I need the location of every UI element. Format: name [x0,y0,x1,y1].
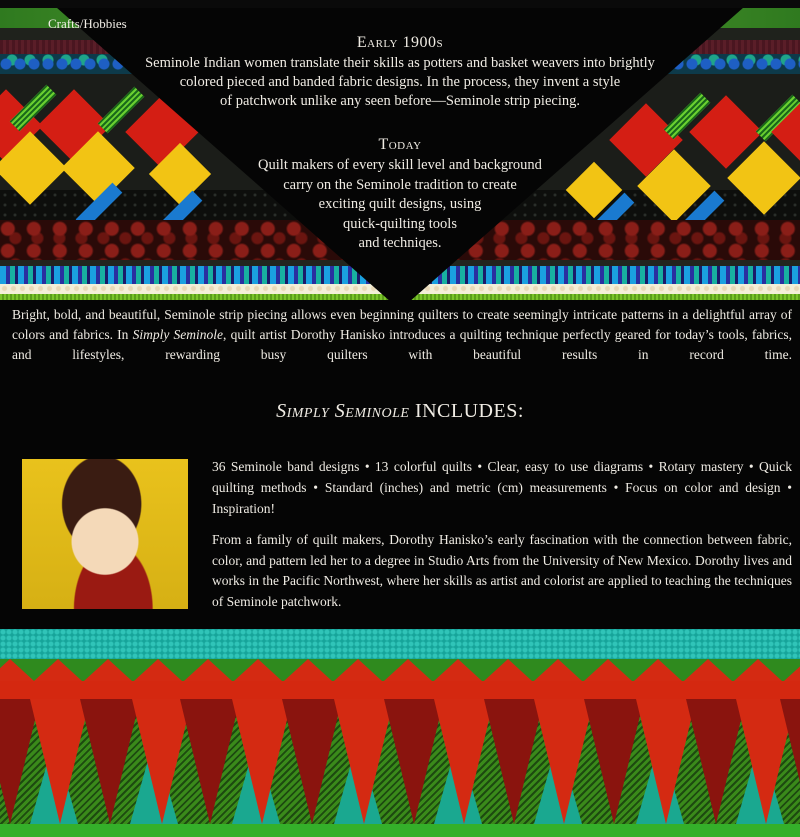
intro-book-title: Simply Seminole [132,327,224,342]
intro-text-2: , quilt artist Dorothy Hanisko introduces a quilting technique perfectly geared for today’s tools, fabrics, and lifestyles, rewarding busy quilters with beautiful results in record time. [12,327,792,362]
quilt-large-triangles [0,699,800,824]
intro-text-1: Bright, bold, and beautiful, Seminole strip piecing allows even beginning quilters to create seemingly intricate patterns in a delightful array of colors and fabrics. In [12,307,792,342]
early-line: colored pieced and banded fabric designs. In the process, they invent a style [179,74,621,90]
today-line: Quilt makers of every skill level and background [258,157,542,173]
author-bio: From a family of quilt makers, Dorothy Hanisko’s early fascination with the connection between fabric, color, and pattern led her to a degree in Studio Arts from the University of New Mexico. Dorothy lives and works in the Pacific Northwest, where her skills as artist and colorist are applied to teaching the techniques of Seminole patchwork. [212,532,792,609]
early-line: of patchwork unlike any seen before—Seminole strip piecing. [220,93,580,109]
quilt-small-triangles [0,659,800,681]
bottom-quilt-artwork [0,629,800,837]
quilt-band-teal [0,629,800,659]
includes-suffix: INCLUDES: [409,400,524,422]
today-heading: Today [378,136,422,153]
early-1900s-heading: Early 1900s [356,34,444,51]
quilt-band-bottom-green [0,824,800,837]
today-text [0,156,800,254]
early-line: Seminole Indian women translate their skills as potters and basket weavers into brightly [145,55,655,71]
today-line: exciting quilt designs, using [318,196,482,212]
includes-heading [0,400,800,423]
includes-book-title: Simply Seminole [276,400,410,422]
intro-paragraph [12,305,792,365]
early-1900s-text [0,54,800,111]
today-line: and techniqes. [358,235,442,251]
top-edge [0,0,800,8]
today-line: quick-quilting tools [343,215,457,232]
quilt-band-red [0,681,800,699]
category-label: Crafts/Hobbies [48,16,127,31]
today-line: carry on the Seminole tradition to create [283,176,517,193]
author-photo [22,459,188,609]
features-list: 36 Seminole band designs • 13 colorful quilts • Clear, easy to use diagrams • Rotary mastery • Quick quilting methods • Standard (inches) and metric (cm) measurements • Focus on color and design • Inspiration! [212,459,792,516]
